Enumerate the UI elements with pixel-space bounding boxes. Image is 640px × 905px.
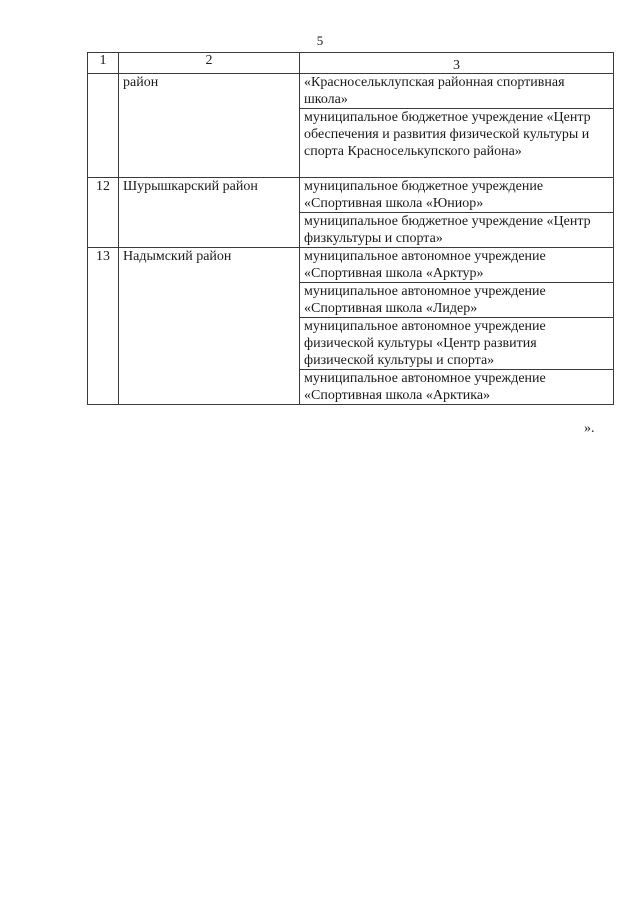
- table-row: [88, 74, 614, 109]
- column-header-1: 1: [88, 53, 119, 74]
- page-number: 5: [316, 33, 324, 48]
- table-row: [88, 248, 614, 283]
- column-header-2: 2: [119, 53, 300, 74]
- institution-name: муниципальное бюджетное учреждение «Центр физкультуры и спорта»: [300, 213, 614, 248]
- institution-name: муниципальное бюджетное учреждение «Центр обеспечения и развития физической культуры и спорта Красноселькупского района»: [300, 109, 614, 178]
- row-number: 12: [88, 178, 119, 248]
- row-number: [88, 74, 119, 178]
- institution-name: муниципальное автономное учреждение «Спортивная школа «Арктика»: [300, 370, 614, 405]
- institution-name: «Красносельклупская районная спортивная школа»: [300, 74, 614, 109]
- institutions-table: [87, 52, 614, 405]
- district-name: Шурышкарский район: [119, 178, 300, 248]
- column-header-3: 3: [300, 53, 614, 74]
- table-row: [88, 178, 614, 213]
- row-number: 13: [88, 248, 119, 405]
- institution-name: муниципальное автономное учреждение «Спортивная школа «Арктур»: [300, 248, 614, 283]
- district-name: район: [119, 74, 300, 178]
- institution-name: муниципальное бюджетное учреждение «Спортивная школа «Юниор»: [300, 178, 614, 213]
- district-name: Надымский район: [119, 248, 300, 405]
- institution-name: муниципальное автономное учреждение «Спортивная школа «Лидер»: [300, 283, 614, 318]
- closing-quote-mark: ».: [584, 421, 595, 436]
- institution-name: муниципальное автономное учреждение физической культуры «Центр развития физической культуры и спорта»: [300, 318, 614, 370]
- table-header-row: [88, 53, 614, 74]
